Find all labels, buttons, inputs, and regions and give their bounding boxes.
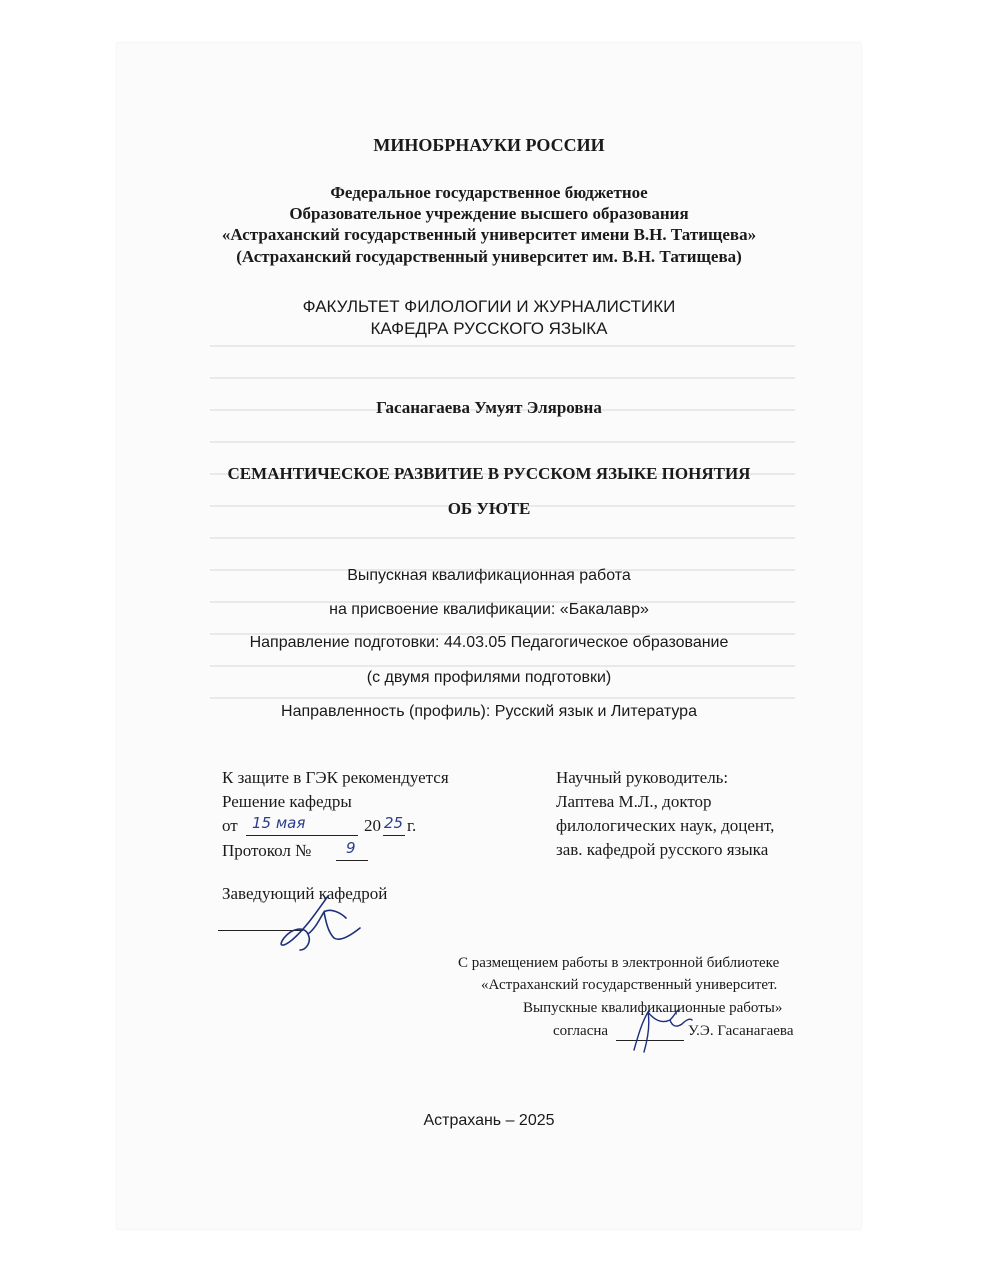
city-year: Астрахань – 2025 [423,1112,555,1129]
library-line-3: Выпускные квалификационные работы» [523,1000,783,1016]
thesis-title-line-2: ОБ УЮТЕ [447,499,531,518]
institution-line-2: Образовательное учреждение высшего образования [289,204,689,223]
faculty-name: ФАКУЛЬТЕТ ФИЛОЛОГИИ И ЖУРНАЛИСТИКИ [302,297,676,316]
institution-line-1: Федеральное государственное бюджетное [330,183,648,202]
author-name: Гасанагаева Умуят Эляровна [376,398,602,417]
protocol-label: Протокол № [222,841,312,860]
handwritten-date: 15 мая [252,814,306,832]
year-underline [383,835,405,836]
work-type: Выпускная квалификационная работа [347,567,631,584]
qualification: на присвоение квалификации: «Бакалавр» [329,601,649,618]
library-line-1: С размещением работы в электронной библиотеке [458,955,780,971]
study-profiles: (с двумя профилями подготовки) [366,669,612,686]
supervisor-line-3: зав. кафедрой русского языка [556,840,769,859]
department-name: КАФЕДРА РУССКОГО ЯЗЫКА [370,319,608,338]
institution-line-4: (Астраханский государственный университет им. В.Н. Татищева) [236,247,742,266]
supervisor-line-2: филологических наук, доцент, [556,816,775,835]
signer-name: У.Э. Гасанагаева [688,1023,794,1039]
handwritten-year: 25 [384,814,404,832]
department-decision: Решение кафедры [222,792,352,811]
thesis-title-line-1: СЕМАНТИЧЕСКОЕ РАЗВИТИЕ В РУССКОМ ЯЗЫКЕ ПОНЯТИЯ [227,464,751,483]
year-prefix: 20 [364,816,381,835]
head-of-department: Заведующий кафедрой [222,884,388,903]
supervisor-label: Научный руководитель: [556,768,729,787]
year-suffix: г. [407,816,417,835]
supervisor-line-1: Лаптева М.Л., доктор [556,792,712,811]
date-underline [246,835,358,836]
head-signature [270,888,370,958]
institution-line-3: «Астраханский государственный университет имени В.Н. Татищева» [221,225,757,244]
study-direction: Направление подготовки: 44.03.05 Педагогическое образование [249,634,729,651]
decision-date-prefix: от [222,816,238,835]
defense-recommendation: К защите в ГЭК рекомендуется [222,768,449,787]
consent-label: согласна [553,1023,609,1039]
protocol-underline [336,860,368,861]
handwritten-protocol-number: 9 [346,839,356,857]
library-line-2: «Астраханский государственный университет. [481,977,778,993]
study-focus: Направленность (профиль): Русский язык и Литература [281,703,697,720]
ministry-heading: МИНОБРНАУКИ РОССИИ [373,135,605,155]
